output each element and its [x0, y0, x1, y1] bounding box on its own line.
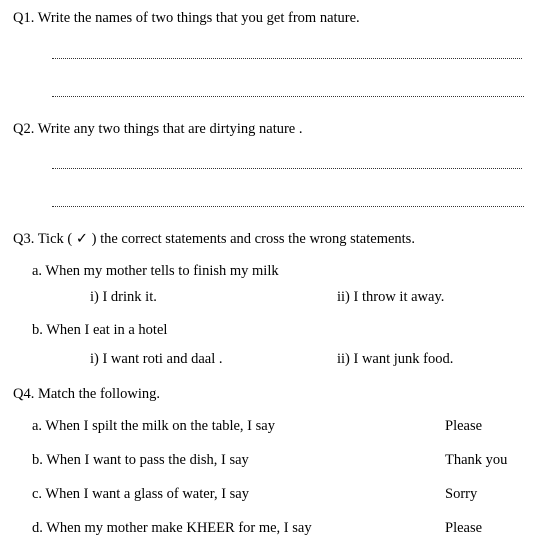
q3-b-option-1[interactable]: i) I want roti and daal .: [90, 351, 223, 367]
q2-text: Q2. Write any two things that are dirtying nature .: [13, 121, 303, 137]
q1-answer-line-2[interactable]: [52, 96, 524, 97]
q4-row-a-left[interactable]: a. When I spilt the milk on the table, I say: [32, 418, 275, 434]
q2-answer-line-2[interactable]: [52, 206, 524, 207]
q3-a-option-2[interactable]: ii) I throw it away.: [337, 289, 445, 305]
q4-row-a-right[interactable]: Please: [445, 418, 483, 434]
q3-b-text: b. When I eat in a hotel: [32, 322, 168, 338]
q3-b-option-2[interactable]: ii) I want junk food.: [337, 351, 454, 367]
q3-text: Q3. Tick ( ✓ ) the correct statements and cross the wrong statements.: [13, 231, 415, 247]
q4-row-d-left[interactable]: d. When my mother make KHEER for me, I say: [32, 520, 312, 536]
q3-a-text: a. When my mother tells to finish my milk: [32, 263, 279, 279]
q3-a-option-1[interactable]: i) I drink it.: [90, 289, 157, 305]
q4-row-b-left[interactable]: b. When I want to pass the dish, I say: [32, 452, 249, 468]
q4-text: Q4. Match the following.: [13, 386, 160, 402]
q4-row-c-left[interactable]: c. When I want a glass of water, I say: [32, 486, 249, 502]
q4-row-b-right[interactable]: Thank you: [445, 452, 508, 468]
q2-answer-line-1[interactable]: [52, 168, 522, 169]
q1-text: Q1. Write the names of two things that you get from nature.: [13, 10, 360, 26]
q1-answer-line-1[interactable]: [52, 58, 522, 59]
q4-row-d-right[interactable]: Please: [445, 520, 483, 536]
q4-row-c-right[interactable]: Sorry: [445, 486, 478, 502]
